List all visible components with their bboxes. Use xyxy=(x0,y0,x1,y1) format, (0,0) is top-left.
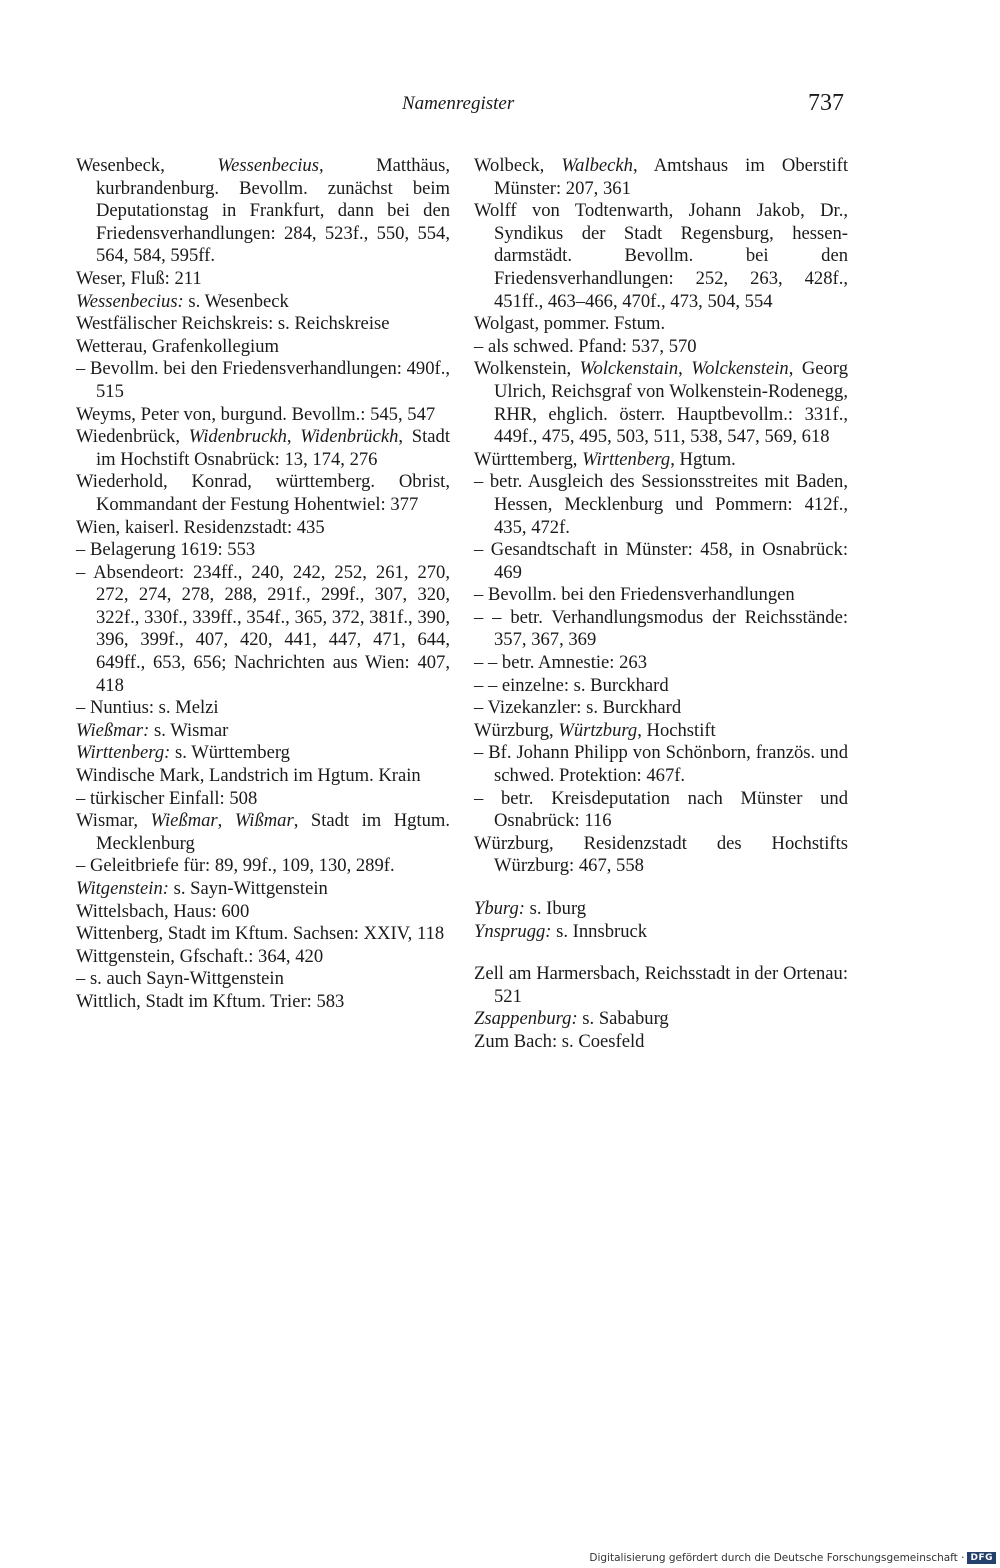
index-entry: Wessenbecius: s. Wesenbeck xyxy=(76,290,289,312)
index-entry: – – betr. Amnestie: 263 xyxy=(474,652,648,674)
index-entry: Zum Bach: s. Coesfeld xyxy=(474,1030,645,1052)
index-entry: Ynsprugg: s. Innsbruck xyxy=(474,920,648,942)
index-entry: Yburg: s. Iburg xyxy=(474,898,587,919)
index-entry: Wießmar: s. Wismar xyxy=(76,719,229,741)
index-entry: Witgenstein: s. Sayn-Wittgenstein xyxy=(76,878,328,899)
index-entry: – türkischer Einfall: 508 xyxy=(76,787,258,809)
index-entry: – – betr. Verhandlungsmodus der Reichsstände: 357, 367, 369 xyxy=(474,606,848,651)
index-entry: Würzburg, Residenzstadt des Hochstifts Würzburg: 467, 558 xyxy=(474,832,848,877)
index-entry: Weser, Fluß: 211 xyxy=(76,267,202,289)
index-entry: Zsappenburg: s. Sababurg xyxy=(474,1008,669,1030)
index-entry: Windische Mark, Landstrich im Hgtum. Krain xyxy=(76,765,421,787)
index-entry: – s. auch Sayn-Wittgenstein xyxy=(76,968,284,990)
index-entry: Wolff von Todtenwarth, Johann Jakob, Dr., Syndikus der Stadt Regensburg, hessen-darmstädt. Bevollm. bei den Friedensverhandlungen: 252, 263, 428f., 451ff., 463–466, 470f., 473, 504, 554 xyxy=(474,200,848,312)
page-number: 737 xyxy=(808,90,844,116)
index-entry: Württemberg, Wirttenberg, Hgtum. xyxy=(474,448,736,470)
index-entry: – Geleitbriefe für: 89, 99f., 109, 130, 289f. xyxy=(76,855,395,877)
index-entry: – betr. Kreisdeputation nach Münster und Osnabrück: 116 xyxy=(474,787,848,832)
index-entry: – Absendeort: 234ff., 240, 242, 252, 261, 270, 272, 274, 278, 288, 291f., 299f., 307, 320, 322f., 330f., 339ff., 354f., 365, 372, 381f., 390, 396, 399f., 407, 420, 441, 447, 471, 644, 649ff., 653, 656; Nachrichten aus Wien: 407, 418 xyxy=(76,561,450,696)
index-entry: Wetterau, Grafenkollegium xyxy=(76,335,279,357)
index-entry: – Bevollm. bei den Friedensverhandlungen: 490f., 515 xyxy=(76,358,450,402)
index-entry: – Bf. Johann Philipp von Schönborn, französ. und schwed. Protektion: 467f. xyxy=(474,742,848,787)
index-entry: Wittelsbach, Haus: 600 xyxy=(76,900,250,922)
running-header-title: Namenregister xyxy=(402,93,515,114)
index-entry: Wolgast, pommer. Fstum. xyxy=(474,313,666,335)
index-entry: Wiedenbrück, Widenbruckh, Widenbrückh, Stadt im Hochstift Osnabrück: 13, 174, 276 xyxy=(76,426,451,470)
index-entry: Wirttenberg: s. Württemberg xyxy=(76,742,290,764)
index-entry: Wismar, Wießmar, Wißmar, Stadt im Hgtum. Mecklenburg xyxy=(76,810,451,854)
section-gap xyxy=(474,943,848,963)
footer-text: Digitalisierung gefördert durch die Deutsche Forschungsgemeinschaft · xyxy=(589,1552,965,1564)
index-entry: – Nuntius: s. Melzi xyxy=(76,697,219,719)
index-entry: Zell am Harmersbach, Reichsstadt in der Ortenau: 521 xyxy=(474,963,848,1007)
index-column-left xyxy=(76,155,450,1014)
index-entry: Wolbeck, Walbeckh, Amtshaus im Oberstift Münster: 207, 361 xyxy=(474,155,848,199)
index-entry: Wittlich, Stadt im Kftum. Trier: 583 xyxy=(76,990,345,1012)
dfg-logo: DFG xyxy=(967,1552,996,1564)
index-entry: Wittgenstein, Gfschaft.: 364, 420 xyxy=(76,945,324,967)
index-entry: Wesenbeck, Wessenbecius, Matthäus, kurbrandenburg. Bevollm. zunächst beim Deputationstag in Frankfurt, dann bei den Friedensverhandlungen: 284, 523f., 550, 554, 564, 584, 595ff. xyxy=(76,155,450,267)
index-entry: Wittenberg, Stadt im Kftum. Sachsen: XXIV, 118 xyxy=(76,923,445,945)
section-gap xyxy=(474,878,848,898)
index-entry: – – einzelne: s. Burckhard xyxy=(474,674,669,696)
index-entry: Wolkenstein, Wolckenstain, Wolckenstein, Georg Ulrich, Reichsgraf von Wolkenstein-Rodenegg, RHR, ehglich. österr. Hauptbevollm.: 331f., 449f., 475, 495, 503, 511, 538, 547, 569, 618 xyxy=(474,358,848,448)
index-column-right xyxy=(474,155,848,1054)
index-entry: Wien, kaiserl. Residenzstadt: 435 xyxy=(76,516,325,538)
index-entry: – Bevollm. bei den Friedensverhandlungen xyxy=(474,584,795,606)
index-entry: – betr. Ausgleich des Sessionsstreites mit Baden, Hessen, Mecklenburg und Pommern: 412f., 435, 472f. xyxy=(474,471,848,538)
index-entry: Wiederhold, Konrad, württemberg. Obrist, Kommandant der Festung Hohentwiel: 377 xyxy=(76,471,450,515)
index-entry: – Vizekanzler: s. Burckhard xyxy=(474,697,682,719)
index-entry: Westfälischer Reichskreis: s. Reichskreise xyxy=(76,313,390,335)
index-entry: – Gesandtschaft in Münster: 458, in Osnabrück: 469 xyxy=(474,539,848,583)
footer-credit xyxy=(589,1552,996,1564)
index-entry: – als schwed. Pfand: 537, 570 xyxy=(474,335,697,357)
index-entry: Weyms, Peter von, burgund. Bevollm.: 545, 547 xyxy=(76,403,436,425)
index-entry: Würzburg, Würtzburg, Hochstift xyxy=(474,719,716,741)
index-entry: – Belagerung 1619: 553 xyxy=(76,539,256,561)
